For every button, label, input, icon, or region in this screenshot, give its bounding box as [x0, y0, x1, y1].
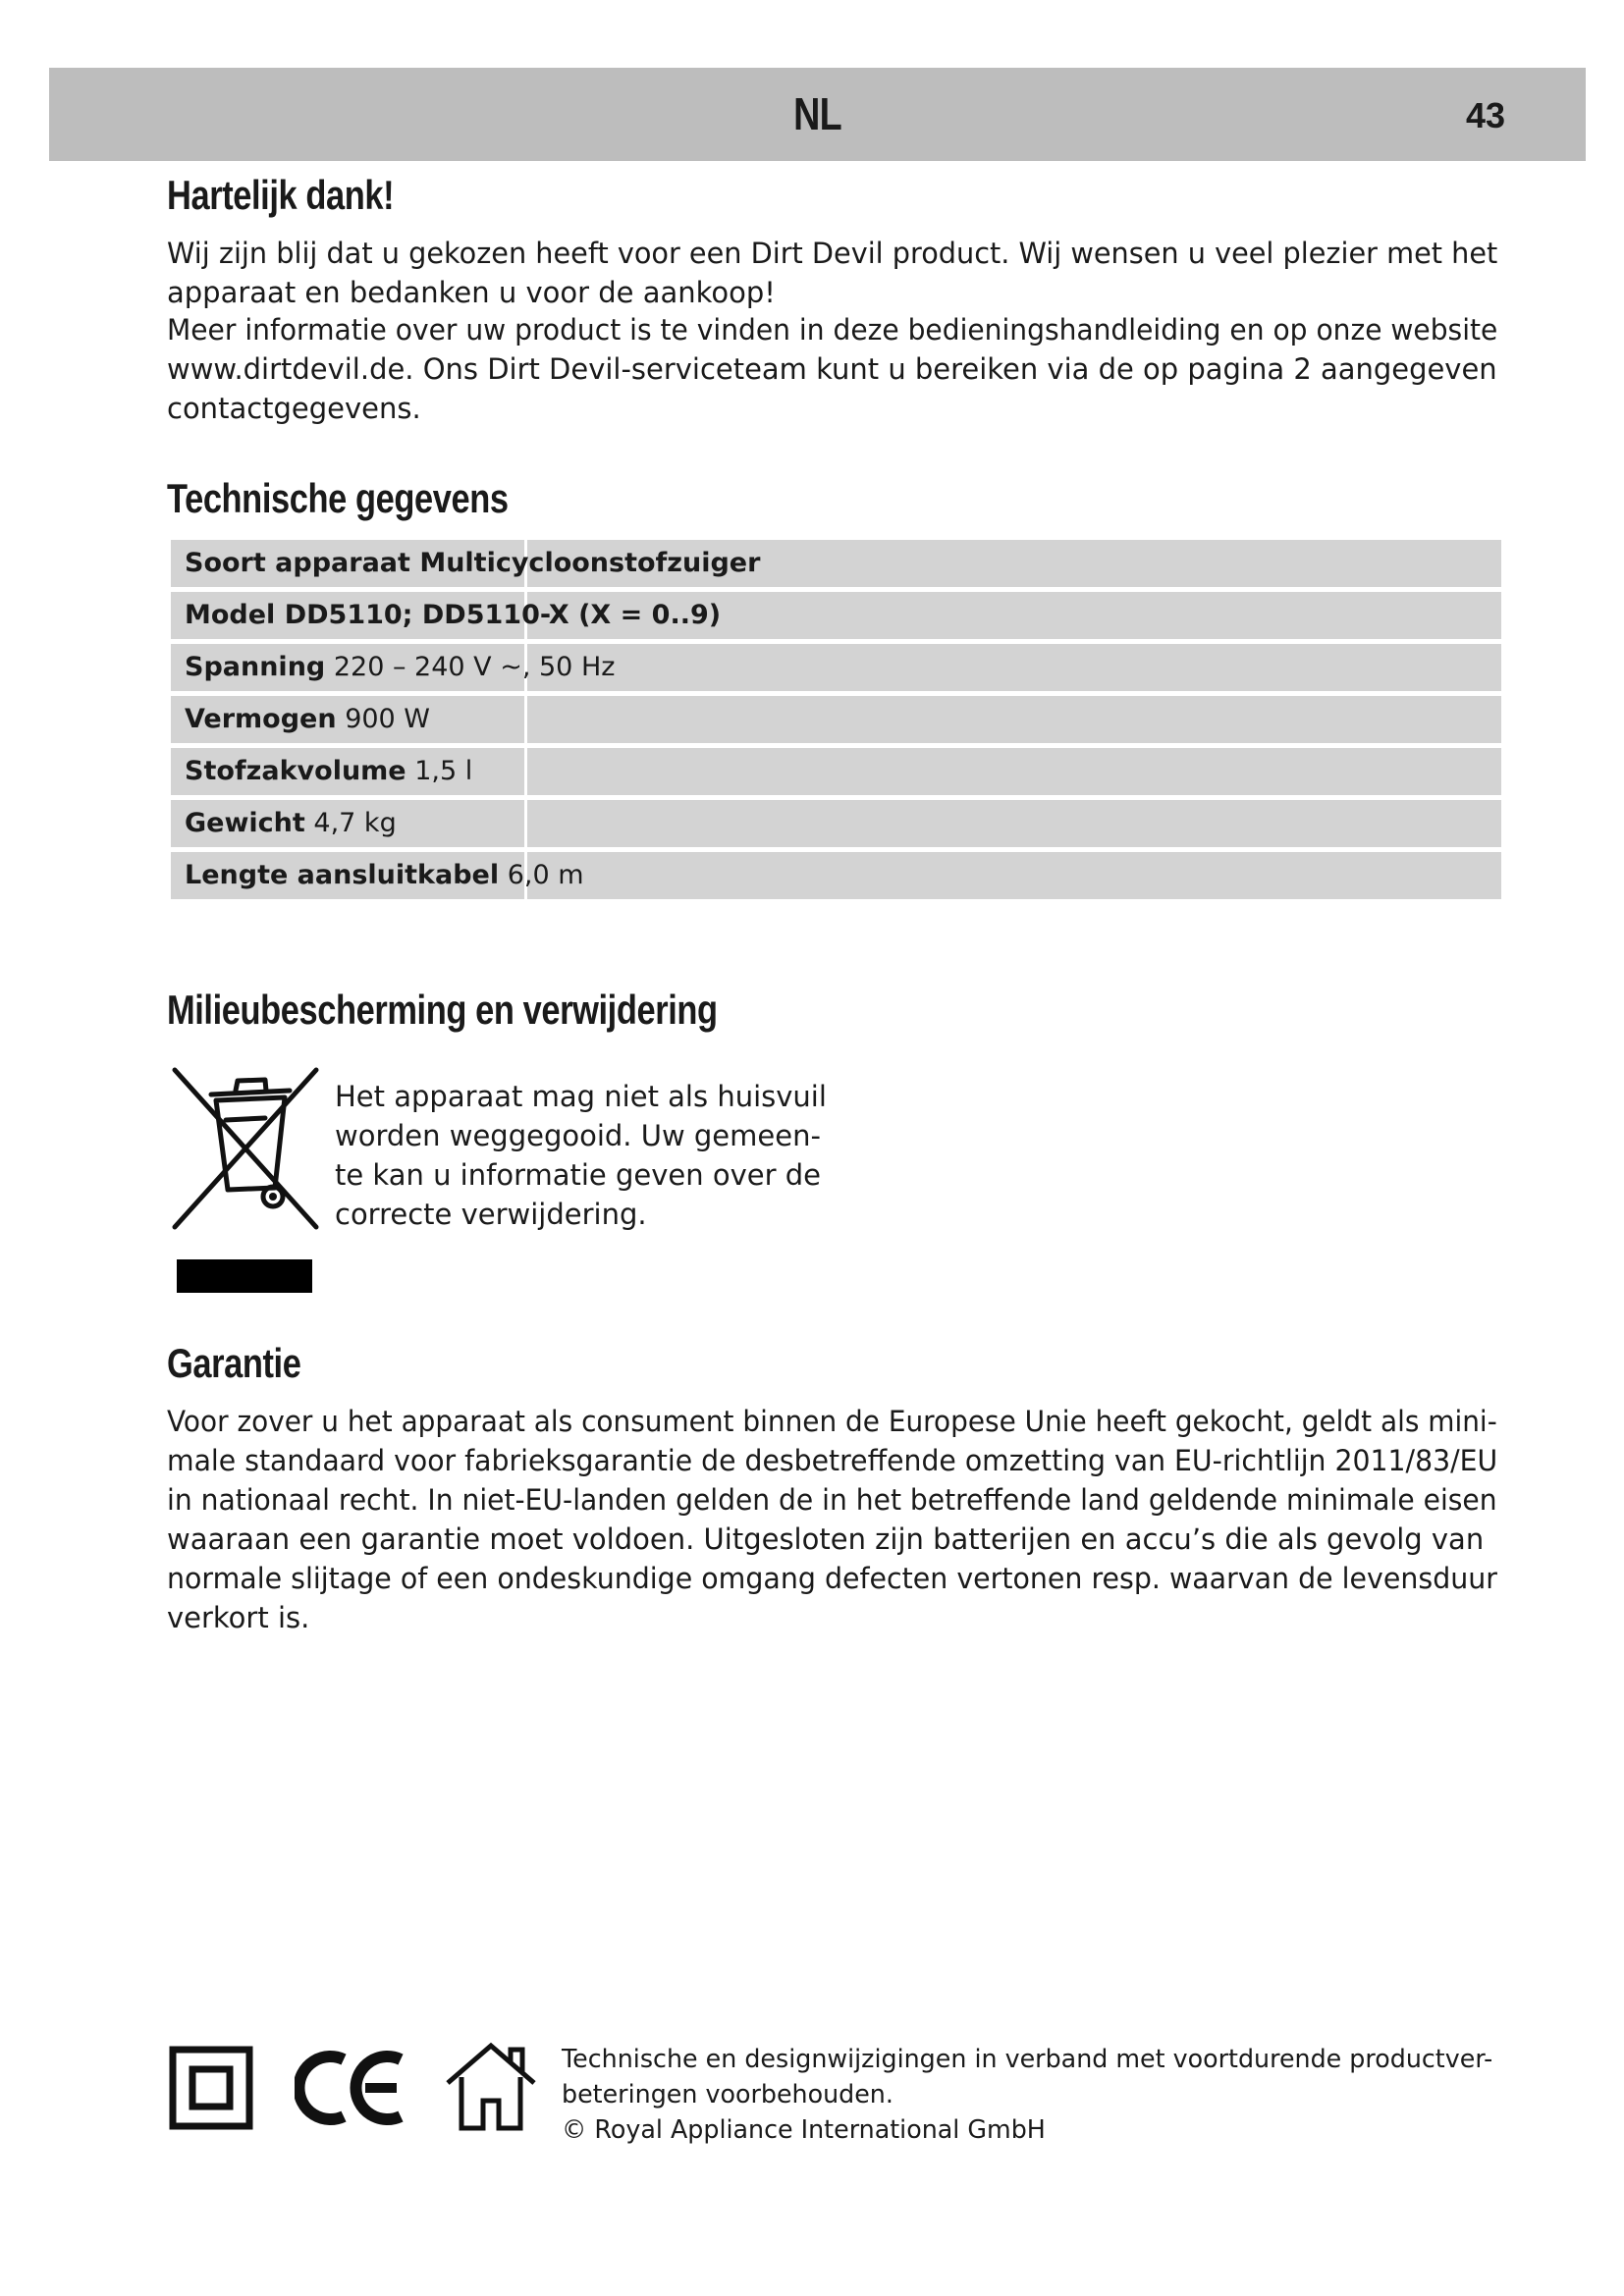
- environment-line: correcte verwijdering.: [335, 1198, 647, 1231]
- spec-label: Gewicht: [185, 808, 305, 838]
- spec-value: 4,7 kg: [313, 808, 397, 838]
- thanks-line: Wij zijn blij dat u gekozen heeft voor een Dirt Devil product. Wij wensen u veel plezier met het: [167, 237, 1498, 270]
- spec-value: 900 W: [345, 704, 431, 734]
- thanks-line: Meer informatie over uw product is te vinden in deze bedieningshandleiding en op onze website: [167, 313, 1498, 347]
- table-row: [171, 644, 1501, 691]
- table-row: [171, 852, 1501, 899]
- footer-line: beteringen voorbehouden.: [562, 2080, 893, 2109]
- column-divider: [524, 800, 527, 847]
- spec-cell: [185, 598, 721, 633]
- warranty-heading: Garantie: [167, 1340, 301, 1386]
- warranty-line: waaraan een garantie moet voldoen. Uitgesloten zijn batterijen en accu’s die als gevolg van: [167, 1522, 1485, 1556]
- spec-label: Vermogen: [185, 704, 337, 734]
- language-code: NL: [793, 88, 841, 139]
- spec-label: Soort apparaat Multicycloonstofzuiger: [185, 548, 761, 578]
- table-row: [171, 592, 1501, 639]
- environment-line: te kan u informatie geven over de: [335, 1158, 821, 1192]
- spec-value: 220 – 240 V ~, 50 Hz: [333, 652, 616, 682]
- spec-cell: [185, 650, 615, 685]
- spec-label: Stofzakvolume: [185, 756, 406, 786]
- environment-line: Het apparaat mag niet als huisvuil: [335, 1080, 827, 1113]
- warranty-line: Voor zover u het apparaat als consument binnen de Europese Unie heeft gekocht, geldt als mini-: [167, 1405, 1497, 1438]
- warranty-line: verkort is.: [167, 1601, 310, 1634]
- spec-value: 6,0 m: [507, 860, 584, 890]
- tech-heading: Technische gegevens: [167, 475, 509, 521]
- table-row: [171, 696, 1501, 743]
- spec-cell: [185, 806, 397, 841]
- footer-line: Technische en designwijzigingen in verband met voortdurende productver-: [562, 2045, 1493, 2074]
- table-row: [171, 748, 1501, 795]
- tech-specs-table: [171, 540, 1501, 904]
- column-divider: [524, 696, 527, 743]
- thanks-heading: Hartelijk dank!: [167, 172, 395, 218]
- indoor-use-house-icon: [444, 2040, 538, 2134]
- column-divider: [524, 748, 527, 795]
- spec-label: Lengte aansluitkabel: [185, 860, 500, 890]
- thanks-line: contactgegevens.: [167, 392, 421, 425]
- crossed-out-wheelie-bin-icon: [167, 1065, 324, 1242]
- thanks-line: www.dirtdevil.de. Ons Dirt Devil-serviceteam kunt u bereiken via de op pagina 2 aangegeven: [167, 352, 1497, 386]
- spec-cell: [185, 858, 584, 893]
- spec-label: Model DD5110; DD5110-X (X = 0..9): [185, 600, 722, 630]
- thanks-line: apparaat en bedanken u voor de aankoop!: [167, 276, 776, 309]
- weee-date-bar: [177, 1259, 312, 1293]
- spec-value: 1,5 l: [414, 756, 473, 786]
- warranty-line: male standaard voor fabrieksgarantie de desbetreffende omzetting van EU-richtlijn 2011/83/EU: [167, 1444, 1498, 1477]
- table-row: [171, 800, 1501, 847]
- ce-mark-icon: [295, 2046, 408, 2130]
- warranty-line: normale slijtage of een ondeskundige omgang defecten vertonen resp. waarvan de levensduur: [167, 1562, 1497, 1595]
- warranty-line: in nationaal recht. In niet-EU-landen gelden de in het betreffende land geldende minimale eisen: [167, 1483, 1497, 1517]
- environment-line: worden weggegooid. Uw gemeen-: [335, 1119, 821, 1152]
- double-insulation-icon: [169, 2046, 253, 2130]
- page-header: [49, 68, 1586, 161]
- spec-cell: [185, 546, 760, 581]
- footer-notice: [562, 2042, 1517, 2148]
- page-number: 43: [1465, 95, 1505, 135]
- table-row: [171, 540, 1501, 587]
- copyright-line: © Royal Appliance International GmbH: [562, 2115, 1046, 2145]
- environment-heading: Milieubescherming en verwijdering: [167, 987, 718, 1033]
- spec-cell: [185, 754, 472, 789]
- spec-cell: [185, 702, 430, 737]
- spec-label: Spanning: [185, 652, 326, 682]
